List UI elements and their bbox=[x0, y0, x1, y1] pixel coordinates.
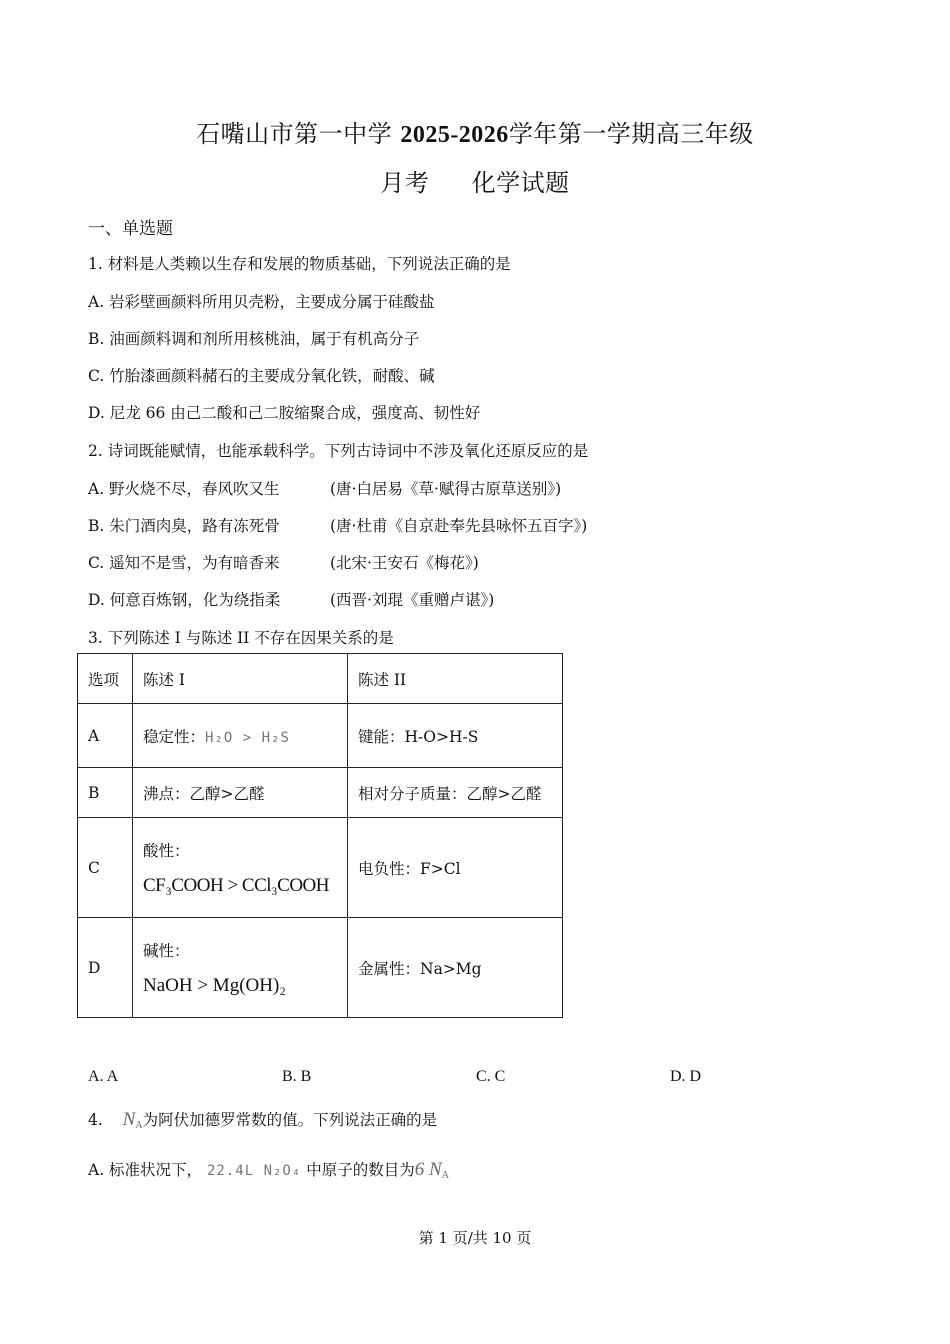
table-row bbox=[78, 918, 563, 1018]
q2-option-b-text: B. 朱门酒肉臭，路有冻死骨 bbox=[88, 517, 280, 535]
q2-option-a-source: (唐·白居易《草·赋得古原草送别》) bbox=[330, 480, 562, 498]
statement-1-label: 碱性： bbox=[143, 941, 190, 960]
q4-option-a-prefix: A. 标准状况下， bbox=[88, 1161, 203, 1179]
row-option: B bbox=[78, 768, 133, 818]
page-footer: 第 1 页/共 10 页 bbox=[418, 1229, 532, 1247]
q2-option-c-source: (北宋·王安石《梅花》) bbox=[330, 554, 479, 572]
q2-option-d bbox=[88, 588, 688, 610]
section-heading: 一、单选题 bbox=[88, 219, 173, 239]
subtitle-right: 化学试题 bbox=[471, 169, 570, 197]
table-row bbox=[78, 818, 563, 918]
statement-1-formula: NaOH > Mg(OH)₂ bbox=[143, 974, 286, 996]
row-statement-1 bbox=[133, 704, 348, 768]
answer-c: C. C bbox=[476, 1068, 506, 1085]
q3-table bbox=[77, 653, 563, 1018]
row-statement-1 bbox=[133, 818, 348, 918]
q4-stem bbox=[88, 1108, 437, 1131]
statement-1-label: 稳定性： bbox=[143, 727, 206, 746]
q1-option-c: C. 竹胎漆画颜料赭石的主要成分氧化铁，耐酸、碱 bbox=[88, 367, 435, 385]
table-row bbox=[78, 768, 563, 818]
q2-option-a bbox=[88, 477, 688, 499]
q1-option-b: B. 油画颜料调和剂所用核桃油，属于有机高分子 bbox=[88, 330, 420, 348]
header-statement-1: 陈述 I bbox=[133, 654, 348, 704]
q1-option-d: D. 尼龙 66 由己二酸和己二胺缩聚合成，强度高、韧性好 bbox=[88, 404, 481, 422]
header-option: 选项 bbox=[78, 654, 133, 704]
title-term: 学年第一学期高三年级 bbox=[508, 120, 754, 148]
q2-option-a-text: A. 野火烧不尽，春风吹又生 bbox=[88, 480, 280, 498]
q4-option-a-mid: 中原子的数目为 bbox=[306, 1161, 415, 1179]
row-statement-1 bbox=[133, 918, 348, 1018]
row-statement-2: 键能：H-O>H-S bbox=[348, 704, 563, 768]
row-statement-2: 相对分子质量：乙醇>乙醛 bbox=[348, 768, 563, 818]
exam-title bbox=[0, 114, 950, 149]
avogadro-symbol: NA bbox=[122, 1109, 143, 1131]
table-row bbox=[78, 704, 563, 768]
q2-option-b bbox=[88, 514, 688, 536]
q4-stem-text: 为阿伏加德罗常数的值。下列说法正确的是 bbox=[142, 1111, 438, 1129]
row-option: A bbox=[78, 704, 133, 768]
q4-option-a-formula: 22.4L N₂O₄ bbox=[207, 1163, 302, 1179]
subtitle-left: 月考 bbox=[380, 169, 430, 197]
q4-number: 4. bbox=[88, 1111, 103, 1129]
q2-option-c bbox=[88, 551, 688, 573]
q2-option-d-text: D. 何意百炼钢，化为绕指柔 bbox=[88, 591, 281, 609]
q2-option-b-source: (唐·杜甫《自京赴奉先县咏怀五百字》) bbox=[330, 517, 588, 535]
answer-a: A. A bbox=[88, 1068, 119, 1085]
q2-stem: 2. 诗词既能赋情，也能承载科学。下列古诗词中不涉及氧化还原反应的是 bbox=[88, 442, 589, 460]
q1-stem: 1. 材料是人类赖以生存和发展的物质基础，下列说法正确的是 bbox=[88, 255, 511, 273]
answer-d: D. D bbox=[670, 1068, 702, 1085]
title-school: 石嘴山市第一中学 bbox=[196, 120, 393, 148]
q2-option-d-source: (西晋·刘琨《重赠卢谌》) bbox=[330, 591, 495, 609]
statement-1-formula: CF₃COOH > CCl₃COOH bbox=[143, 874, 330, 896]
exam-subtitle bbox=[0, 163, 950, 198]
statement-1-label: 酸性： bbox=[143, 841, 190, 860]
title-years: 2025-2026 bbox=[400, 122, 509, 148]
table-header-row bbox=[78, 654, 563, 704]
answer-b: B. B bbox=[282, 1068, 312, 1085]
q3-stem: 3. 下列陈述 I 与陈述 II 不存在因果关系的是 bbox=[88, 629, 394, 647]
q1-option-a: A. 岩彩壁画颜料所用贝壳粉，主要成分属于硅酸盐 bbox=[88, 293, 435, 311]
row-option: D bbox=[78, 918, 133, 1018]
q4-option-a bbox=[88, 1158, 449, 1181]
row-statement-2: 金属性：Na>Mg bbox=[348, 918, 563, 1018]
row-statement-1: 沸点：乙醇>乙醛 bbox=[133, 768, 348, 818]
header-statement-2: 陈述 II bbox=[348, 654, 563, 704]
row-option: C bbox=[78, 818, 133, 918]
row-statement-2: 电负性：F>Cl bbox=[348, 818, 563, 918]
q2-option-c-text: C. 遥知不是雪，为有暗香来 bbox=[88, 554, 280, 572]
statement-1-formula: H₂O > H₂S bbox=[205, 729, 290, 746]
q4-option-a-count: 6 NA bbox=[414, 1159, 449, 1181]
